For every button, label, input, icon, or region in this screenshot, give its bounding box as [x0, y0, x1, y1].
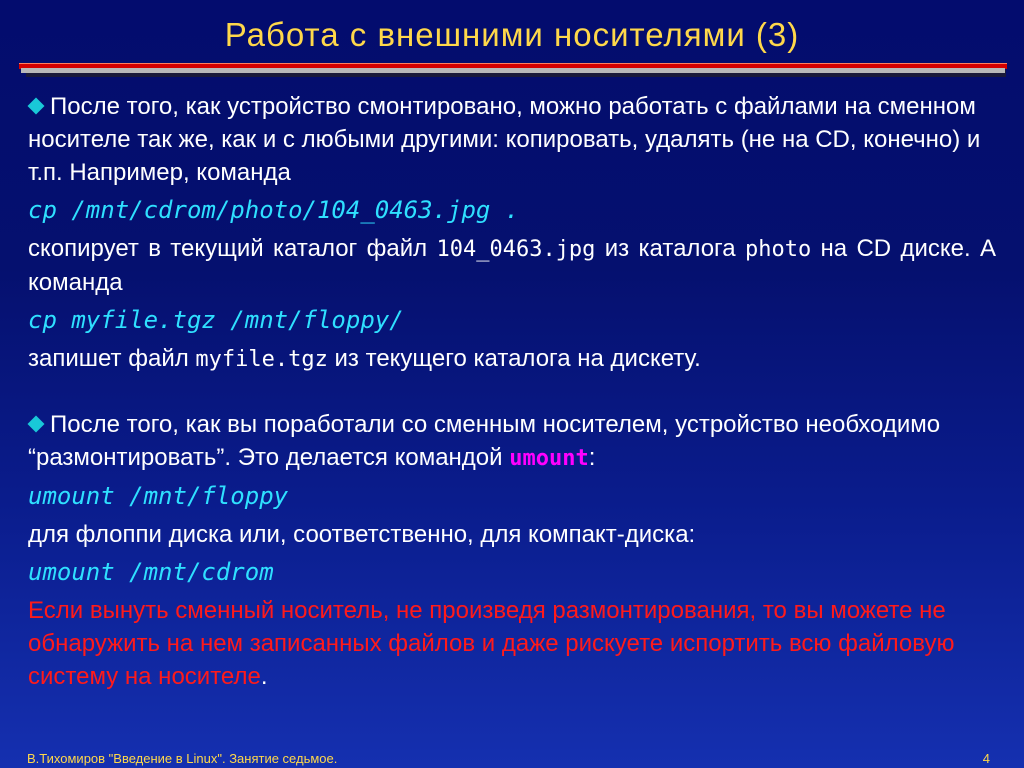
page-number: 4 — [982, 751, 990, 766]
umount-keyword: umount — [509, 446, 589, 471]
bullet-paragraph-2 — [28, 408, 996, 475]
copy-explanation-post: на CD диске. А команда — [28, 235, 997, 296]
paragraph-gap — [28, 376, 996, 408]
command-umount-cdrom: umount /mnt/cdrom — [28, 558, 274, 586]
copy-explanation-pre: скопирует в текущий каталог файл — [28, 235, 437, 262]
write-explanation-pre: запишет файл — [28, 345, 196, 372]
copy-explanation-mid: из каталога — [595, 235, 745, 262]
paragraph-copy-explanation — [28, 232, 996, 299]
diamond-bullet-icon — [28, 416, 45, 433]
slide-title: Работа с внешними носителями (3) — [224, 16, 800, 53]
footer-text: В.Тихомиров "Введение в Linux". Занятие седьмое. — [27, 751, 338, 766]
warning-text: Если вынуть сменный носитель, не произведя размонтирования, то вы можете не обнаружить на нем записанных файлов и даже рискуете испортить всю файловую систему на носителе — [28, 597, 955, 690]
dirname-photo: photo — [744, 237, 812, 262]
command-cp-floppy: cp myfile.tgz /mnt/floppy/ — [28, 306, 404, 334]
diamond-bullet-icon — [28, 98, 45, 115]
write-explanation-post: из текущего каталога на дискету. — [327, 345, 701, 372]
paragraph-cdrom-explanation: для флоппи диска или, соответственно, для компакт-диска: — [28, 521, 696, 548]
command-cp-cdrom: cp /mnt/cdrom/photo/104_0463.jpg . — [28, 196, 520, 224]
paragraph-2-text: После того, как вы поработали со сменным носителем, устройство необходимо “размонтировать”. Это делается командой — [28, 411, 941, 471]
title-rule-grey — [21, 68, 1005, 73]
paragraph-write-explanation — [28, 342, 996, 376]
command-umount-floppy: umount /mnt/floppy — [28, 482, 289, 510]
paragraph-1-text: После того, как устройство смонтировано, можно работать с файлами на сменном носителе так же, как и с любыми другими: копировать, удалять (не на CD, конечно) и т.п. Например, команда — [28, 93, 981, 186]
warning-period: . — [260, 663, 268, 690]
colon: : — [588, 444, 596, 471]
slide-content — [28, 90, 996, 693]
filename-jpg: 104_0463.jpg — [436, 237, 596, 262]
warning-paragraph — [28, 594, 996, 693]
filename-tgz: myfile.tgz — [195, 347, 328, 372]
bullet-paragraph-1 — [28, 90, 996, 189]
